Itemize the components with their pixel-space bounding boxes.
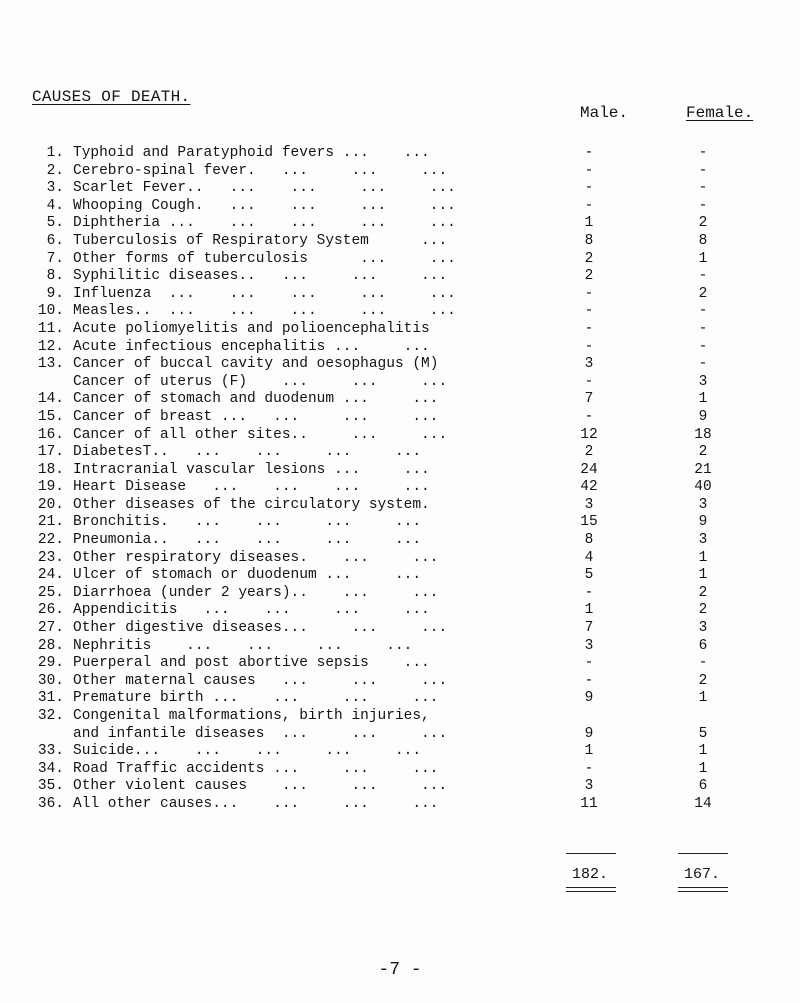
cause-label: Other digestive diseases... ... ... bbox=[73, 620, 448, 637]
male-count: 11 bbox=[580, 795, 598, 812]
cause-label: Measles.. ... ... ... ... ... bbox=[73, 303, 456, 320]
female-count: - bbox=[698, 338, 708, 355]
cause-label: Other forms of tuberculosis ... ... bbox=[73, 250, 456, 267]
female-count: - bbox=[698, 303, 708, 320]
table-row bbox=[0, 708, 800, 726]
cause-label: Cancer of breast ... ... ... ... bbox=[73, 408, 439, 425]
row-number: 19. bbox=[37, 479, 64, 496]
row-number: 18. bbox=[37, 461, 64, 478]
female-total-rule-top bbox=[678, 853, 728, 854]
table-row bbox=[0, 778, 800, 796]
female-count: 3 bbox=[698, 373, 708, 390]
row-number: 5. bbox=[46, 215, 64, 232]
cause-label: Whooping Cough. ... ... ... ... bbox=[73, 197, 456, 214]
cause-label: Road Traffic accidents ... ... ... bbox=[73, 760, 439, 777]
table-row bbox=[0, 444, 800, 462]
table-row bbox=[0, 215, 800, 233]
table-row bbox=[0, 286, 800, 304]
cause-label: Intracranial vascular lesions ... ... bbox=[73, 461, 430, 478]
row-number: 27. bbox=[37, 620, 64, 637]
table-row bbox=[0, 620, 800, 638]
male-column-header: Male. bbox=[580, 104, 629, 122]
male-count: 1 bbox=[584, 215, 594, 232]
female-count: 6 bbox=[698, 778, 708, 795]
male-count: 8 bbox=[584, 232, 594, 249]
row-number: 24. bbox=[37, 567, 64, 584]
row-number: 33. bbox=[37, 743, 64, 760]
row-number: 8. bbox=[46, 268, 64, 285]
male-count: - bbox=[584, 338, 594, 355]
female-count: 1 bbox=[698, 567, 708, 584]
female-count: 1 bbox=[698, 743, 708, 760]
female-count: 1 bbox=[698, 391, 708, 408]
female-count: 8 bbox=[698, 232, 708, 249]
table-row bbox=[0, 479, 800, 497]
cause-label: Congenital malformations, birth injuries, bbox=[73, 708, 430, 724]
female-count: - bbox=[698, 320, 708, 337]
page-title: CAUSES OF DEATH. bbox=[32, 88, 191, 106]
male-count: - bbox=[584, 373, 594, 390]
cause-label: Pneumonia.. ... ... ... ... bbox=[73, 532, 422, 549]
row-number: 32. bbox=[37, 708, 64, 724]
row-number: 30. bbox=[37, 672, 64, 689]
female-count: 3 bbox=[698, 496, 708, 513]
female-count: 9 bbox=[698, 514, 708, 531]
male-count: - bbox=[584, 145, 594, 161]
female-count: 21 bbox=[694, 461, 712, 478]
cause-label: Syphilitic diseases.. ... ... ... bbox=[73, 268, 448, 285]
female-count: - bbox=[698, 268, 708, 285]
male-count: - bbox=[584, 197, 594, 214]
cause-label: Other diseases of the circulatory system. bbox=[73, 496, 430, 513]
row-number: 31. bbox=[37, 690, 64, 707]
row-number: 1. bbox=[46, 145, 64, 161]
row-number: 17. bbox=[37, 444, 64, 461]
male-count: 4 bbox=[584, 549, 594, 566]
male-count: 3 bbox=[584, 496, 594, 513]
female-total: 167. bbox=[684, 866, 721, 883]
cause-label: Ulcer of stomach or duodenum ... ... bbox=[73, 567, 422, 584]
cause-label: Cancer of buccal cavity and oesophagus (M) bbox=[73, 356, 439, 373]
row-number: 2. bbox=[46, 162, 64, 179]
table-row bbox=[0, 303, 800, 321]
table-row bbox=[0, 550, 800, 568]
cause-label: Premature birth ... ... ... ... bbox=[73, 690, 439, 707]
row-number: 25. bbox=[37, 584, 64, 601]
female-count: 1 bbox=[698, 250, 708, 267]
female-count: 2 bbox=[698, 215, 708, 232]
male-count: 9 bbox=[584, 690, 594, 707]
row-number: 16. bbox=[37, 426, 64, 443]
female-count: - bbox=[698, 180, 708, 197]
female-total-double-rule-1 bbox=[678, 887, 728, 888]
cause-label: All other causes... ... ... ... bbox=[73, 795, 439, 812]
male-count: - bbox=[584, 408, 594, 425]
table-row bbox=[0, 743, 800, 761]
cause-label: Nephritis ... ... ... ... bbox=[73, 637, 413, 654]
cause-label: Diarrhoea (under 2 years).. ... ... bbox=[73, 584, 439, 601]
male-count: 24 bbox=[580, 461, 598, 478]
cause-label: Influenza ... ... ... ... ... bbox=[73, 285, 456, 302]
cause-label: Other maternal causes ... ... ... bbox=[73, 672, 448, 689]
female-count: 3 bbox=[698, 532, 708, 549]
female-count: 40 bbox=[694, 479, 712, 496]
male-count: 42 bbox=[580, 479, 598, 496]
female-count: 1 bbox=[698, 760, 708, 777]
cause-label: Cancer of stomach and duodenum ... ... bbox=[73, 391, 439, 408]
table-row bbox=[0, 602, 800, 620]
table-row bbox=[0, 761, 800, 779]
male-total-rule-top bbox=[566, 853, 616, 854]
female-count: - bbox=[698, 162, 708, 179]
cause-label: Cerebro-spinal fever. ... ... ... bbox=[73, 162, 448, 179]
table-row bbox=[0, 462, 800, 480]
male-count: 12 bbox=[580, 426, 598, 443]
male-count: 7 bbox=[584, 391, 594, 408]
female-count: 2 bbox=[698, 444, 708, 461]
male-count: 2 bbox=[584, 268, 594, 285]
table-row bbox=[0, 268, 800, 286]
table-row bbox=[0, 655, 800, 673]
cause-label: DiabetesT.. ... ... ... ... bbox=[73, 444, 422, 461]
table-row bbox=[0, 567, 800, 585]
female-count: - bbox=[698, 655, 708, 672]
male-total: 182. bbox=[572, 866, 609, 883]
male-count: 2 bbox=[584, 250, 594, 267]
male-count: 3 bbox=[584, 637, 594, 654]
female-count: - bbox=[698, 197, 708, 214]
row-number: 22. bbox=[37, 532, 64, 549]
causes-table bbox=[0, 145, 800, 814]
row-number: 29. bbox=[37, 655, 64, 672]
table-row bbox=[0, 233, 800, 251]
male-total-double-rule-1 bbox=[566, 887, 616, 888]
row-number: 15. bbox=[37, 408, 64, 425]
male-count: 7 bbox=[584, 620, 594, 637]
male-count: - bbox=[584, 655, 594, 672]
cause-label: and infantile diseases ... ... ... bbox=[73, 725, 448, 742]
table-row bbox=[0, 673, 800, 691]
table-row bbox=[0, 409, 800, 427]
female-count: 3 bbox=[698, 620, 708, 637]
table-row bbox=[0, 638, 800, 656]
male-count: - bbox=[584, 162, 594, 179]
female-count: 2 bbox=[698, 584, 708, 601]
row-number: 9. bbox=[46, 285, 64, 302]
female-column-header: Female. bbox=[686, 104, 754, 122]
row-number: 21. bbox=[37, 514, 64, 531]
female-count: 2 bbox=[698, 672, 708, 689]
female-count: - bbox=[698, 145, 708, 161]
cause-label: Typhoid and Paratyphoid fevers ... ... bbox=[73, 145, 430, 161]
cause-label: Cancer of uterus (F) ... ... ... bbox=[73, 373, 448, 390]
cause-label: Scarlet Fever.. ... ... ... ... bbox=[73, 180, 456, 197]
table-row bbox=[0, 726, 800, 744]
female-count: 5 bbox=[698, 725, 708, 742]
male-count: 1 bbox=[584, 743, 594, 760]
table-row bbox=[0, 356, 800, 374]
female-count: 14 bbox=[694, 795, 712, 812]
row-number: 35. bbox=[37, 778, 64, 795]
table-row bbox=[0, 180, 800, 198]
row-number: 3. bbox=[46, 180, 64, 197]
cause-label: Diphtheria ... ... ... ... ... bbox=[73, 215, 456, 232]
table-row bbox=[0, 163, 800, 181]
male-count: - bbox=[584, 180, 594, 197]
row-number: 28. bbox=[37, 637, 64, 654]
male-count: - bbox=[584, 672, 594, 689]
cause-label: Bronchitis. ... ... ... ... bbox=[73, 514, 422, 531]
male-count: - bbox=[584, 584, 594, 601]
male-count: - bbox=[584, 285, 594, 302]
table-row bbox=[0, 251, 800, 269]
cause-label: Acute infectious encephalitis ... ... bbox=[73, 338, 430, 355]
row-number: 36. bbox=[37, 795, 64, 812]
female-count: 9 bbox=[698, 408, 708, 425]
cause-label: Heart Disease ... ... ... ... bbox=[73, 479, 430, 496]
male-count: - bbox=[584, 303, 594, 320]
table-row bbox=[0, 796, 800, 814]
cause-label: Other violent causes ... ... ... bbox=[73, 778, 448, 795]
female-count: 1 bbox=[698, 549, 708, 566]
row-number: 23. bbox=[37, 549, 64, 566]
table-row bbox=[0, 339, 800, 357]
table-row bbox=[0, 690, 800, 708]
row-number: 26. bbox=[37, 602, 64, 619]
cause-label: Acute poliomyelitis and polioencephalitis bbox=[73, 320, 430, 337]
table-row bbox=[0, 427, 800, 445]
table-row bbox=[0, 514, 800, 532]
cause-label: Cancer of all other sites.. ... ... bbox=[73, 426, 448, 443]
female-count: 2 bbox=[698, 602, 708, 619]
row-number: 11. bbox=[37, 320, 64, 337]
female-count: - bbox=[698, 356, 708, 373]
male-count: 8 bbox=[584, 532, 594, 549]
row-number: 12. bbox=[37, 338, 64, 355]
row-number: 13. bbox=[37, 356, 64, 373]
table-row bbox=[0, 585, 800, 603]
table-row bbox=[0, 145, 800, 163]
female-count: 18 bbox=[694, 426, 712, 443]
row-number: 4. bbox=[46, 197, 64, 214]
female-count: 6 bbox=[698, 637, 708, 654]
cause-label: Tuberculosis of Respiratory System ... bbox=[73, 232, 448, 249]
female-count: 2 bbox=[698, 285, 708, 302]
cause-label: Appendicitis ... ... ... ... bbox=[73, 602, 430, 619]
table-row bbox=[0, 321, 800, 339]
female-total-double-rule-2 bbox=[678, 891, 728, 892]
table-row bbox=[0, 532, 800, 550]
row-number: 20. bbox=[37, 496, 64, 513]
row-number: 7. bbox=[46, 250, 64, 267]
male-count: - bbox=[584, 320, 594, 337]
male-count: 2 bbox=[584, 444, 594, 461]
male-count: 9 bbox=[584, 725, 594, 742]
male-count: 1 bbox=[584, 602, 594, 619]
male-count: 5 bbox=[584, 567, 594, 584]
cause-label: Puerperal and post abortive sepsis ... bbox=[73, 655, 430, 672]
table-row bbox=[0, 374, 800, 392]
male-count: - bbox=[584, 760, 594, 777]
table-row bbox=[0, 198, 800, 216]
page-number: -7 - bbox=[378, 960, 422, 980]
female-count: 1 bbox=[698, 690, 708, 707]
cause-label: Other respiratory diseases. ... ... bbox=[73, 549, 439, 566]
male-count: 15 bbox=[580, 514, 598, 531]
table-row bbox=[0, 497, 800, 515]
row-number: 10. bbox=[37, 303, 64, 320]
row-number: 14. bbox=[37, 391, 64, 408]
row-number: 6. bbox=[46, 232, 64, 249]
row-number: 34. bbox=[37, 760, 64, 777]
table-row bbox=[0, 391, 800, 409]
male-total-double-rule-2 bbox=[566, 891, 616, 892]
male-count: 3 bbox=[584, 778, 594, 795]
male-count: 3 bbox=[584, 356, 594, 373]
cause-label: Suicide... ... ... ... ... bbox=[73, 743, 422, 760]
